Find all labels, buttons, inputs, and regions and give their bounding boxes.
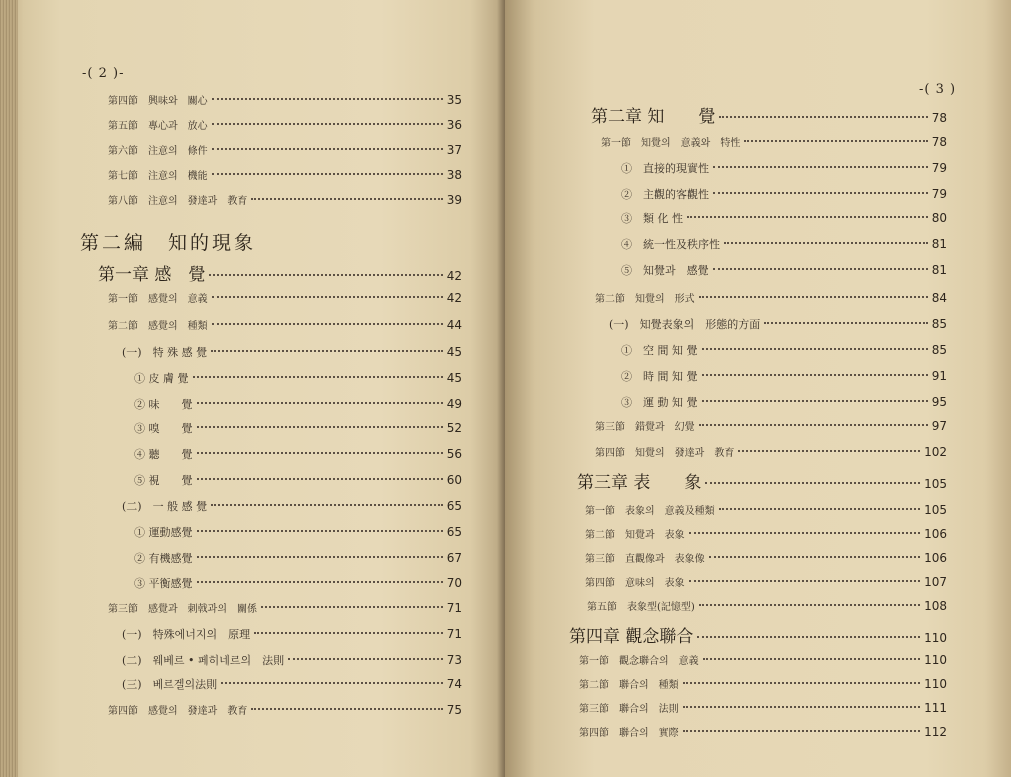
entry-page-number: 112 (924, 725, 947, 739)
entry-page-number: 105 (924, 503, 947, 517)
dot-leader (719, 116, 927, 118)
dot-leader (702, 374, 928, 376)
entry-page-number: 45 (446, 371, 462, 385)
dot-leader (683, 706, 920, 708)
entry-label: 第四節 意味의 表象 (585, 578, 685, 589)
entry-label: (一) 特 殊 感 覺 (122, 346, 208, 359)
entry-label: ② 味 覺 (134, 398, 193, 411)
entry-label: ③ 運 動 知 覺 (621, 396, 698, 409)
toc-entry (134, 550, 462, 566)
dot-leader (197, 530, 443, 532)
chapter-heading (591, 102, 947, 127)
dot-leader (197, 581, 443, 583)
entry-page-number: 102 (924, 445, 947, 459)
chapter-heading (577, 468, 947, 493)
dot-leader (212, 148, 443, 150)
entry-page-number: 35 (446, 93, 462, 107)
toc-entry (108, 167, 462, 182)
entry-page-number: 106 (924, 551, 947, 565)
entry-page-number: 79 (931, 187, 947, 201)
toc-entry (587, 598, 947, 613)
entry-page-number: 108 (924, 599, 947, 613)
entry-label: 第一節 感覺의 意義 (108, 294, 208, 305)
dot-leader (713, 268, 928, 270)
entry-page-number: 95 (931, 395, 947, 409)
toc-entry (134, 446, 462, 462)
dot-leader (288, 658, 443, 660)
entry-page-number: 65 (446, 525, 462, 539)
entry-label: 第一節 表象의 意義及種類 (585, 506, 715, 517)
dot-leader (719, 508, 920, 510)
entry-page-number: 80 (931, 211, 947, 225)
entry-label: 第二節 知覺과 表象 (585, 530, 685, 541)
entry-page-number: 107 (924, 575, 947, 589)
dot-leader (709, 556, 920, 558)
entry-label: 第四章 觀念聯合 (569, 627, 694, 647)
page-edges (0, 0, 18, 777)
dot-leader (212, 173, 443, 175)
entry-page-number: 65 (446, 499, 462, 513)
dot-leader (193, 376, 443, 378)
entry-page-number: 74 (446, 677, 462, 691)
entry-page-number: 70 (446, 576, 462, 590)
entry-label: 第一節 觀念聯合의 意義 (579, 656, 699, 667)
dot-leader (212, 323, 443, 325)
entry-page-number: 78 (931, 111, 947, 125)
entry-label: 第二章 知 覺 (591, 107, 716, 127)
dot-leader (738, 450, 920, 452)
toc-entry (108, 290, 462, 305)
entry-label: ② 主觀的客觀性 (621, 188, 709, 201)
entry-page-number: 91 (931, 369, 947, 383)
entry-page-number: 111 (924, 701, 947, 715)
entry-page-number: 38 (446, 168, 462, 182)
toc-entry (108, 600, 462, 615)
dot-leader (212, 98, 443, 100)
toc-entry (122, 652, 462, 668)
toc-entry (609, 316, 947, 332)
entry-label: 第五節 專心과 放心 (108, 121, 208, 132)
toc-entry (108, 702, 462, 717)
entry-label: (一) 知覺表象의 形態的方面 (609, 318, 761, 331)
entry-label: 第二節 感覺의 種類 (108, 321, 208, 332)
dot-leader (713, 192, 928, 194)
dot-leader (211, 504, 443, 506)
toc-entry (122, 676, 462, 692)
entry-label: 第六節 注意의 條件 (108, 146, 208, 157)
entry-page-number: 45 (446, 345, 462, 359)
dot-leader (197, 402, 443, 404)
toc-entry (108, 317, 462, 332)
entry-label: 第一節 知覺의 意義와 特性 (601, 138, 741, 149)
entry-label: 第三節 感覺과 刺戟과의 關係 (108, 604, 257, 615)
chapter-heading (98, 260, 462, 285)
dot-leader (705, 482, 920, 484)
entry-page-number: 44 (446, 318, 462, 332)
toc-entry (122, 498, 462, 514)
toc-entry (579, 700, 947, 715)
dot-leader (713, 166, 928, 168)
entry-label: 第四節 興味와 關心 (108, 96, 208, 107)
entry-label: ⑤ 知覺과 感覺 (621, 264, 709, 277)
entry-page-number: 75 (446, 703, 462, 717)
entry-label: 第二節 知覺의 形式 (595, 294, 695, 305)
dot-leader (699, 296, 928, 298)
toc-entry (108, 192, 462, 207)
toc-entry (122, 626, 462, 642)
entry-page-number: 97 (931, 419, 947, 433)
dot-leader (702, 400, 928, 402)
dot-leader (744, 140, 927, 142)
toc-entry (621, 186, 947, 202)
entry-page-number: 42 (446, 291, 462, 305)
toc-entry (585, 526, 947, 541)
toc-entry (134, 524, 462, 540)
entry-label: ① 空 間 知 覺 (621, 344, 698, 357)
dot-leader (209, 274, 442, 276)
dot-leader (251, 198, 442, 200)
entry-page-number: 78 (931, 135, 947, 149)
entry-page-number: 71 (446, 627, 462, 641)
entry-label: ④ 聽 覺 (134, 448, 193, 461)
toc-entry (134, 396, 462, 412)
entry-page-number: 56 (446, 447, 462, 461)
dot-leader (703, 658, 920, 660)
entry-label: (三) 베르겔의法則 (122, 678, 218, 691)
toc-entry (579, 676, 947, 691)
dot-leader (724, 242, 928, 244)
entry-label: ③ 嗅 覺 (134, 422, 193, 435)
dot-leader (261, 606, 443, 608)
dot-leader (689, 532, 920, 534)
entry-label: 第四節 知覺의 發達과 教育 (595, 448, 735, 459)
left-page (0, 0, 505, 777)
entry-label: ① 運動感覺 (134, 526, 193, 539)
toc-entry (134, 370, 462, 386)
page-number-left: -( 2 )- (82, 66, 125, 81)
dot-leader (197, 452, 443, 454)
entry-page-number: 67 (446, 551, 462, 565)
toc-entry (108, 92, 462, 107)
entry-label: ③ 類 化 性 (621, 212, 683, 225)
dot-leader (212, 123, 443, 125)
dot-leader (254, 632, 443, 634)
toc-entry (621, 394, 947, 410)
page-number-right: -( 3 ) (919, 82, 957, 97)
dot-leader (683, 682, 920, 684)
toc-entry (621, 342, 947, 358)
dot-leader (197, 556, 443, 558)
entry-label: (二) 웨베르 • 페히네르의 法則 (122, 654, 285, 667)
entry-page-number: 37 (446, 143, 462, 157)
entry-label: ⑤ 視 覺 (134, 474, 193, 487)
dot-leader (197, 426, 443, 428)
entry-page-number: 60 (446, 473, 462, 487)
dot-leader (702, 348, 928, 350)
entry-label: 第七節 注意의 機能 (108, 171, 208, 182)
toc-entry (621, 210, 947, 226)
toc-entry (122, 344, 462, 360)
entry-label: (二) 一 般 感 覺 (122, 500, 208, 513)
entry-label: 第四節 聯合의 實際 (579, 728, 679, 739)
dot-leader (764, 322, 928, 324)
entry-page-number: 52 (446, 421, 462, 435)
entry-label: 第三節 錯覺과 幻覺 (595, 422, 695, 433)
entry-page-number: 110 (924, 653, 947, 667)
toc-entry (585, 550, 947, 565)
entry-page-number: 110 (924, 677, 947, 691)
entry-label: ④ 統一性及秩序性 (621, 238, 720, 251)
entry-label: 第四節 感覺의 發達과 教育 (108, 706, 248, 717)
entry-page-number: 79 (931, 161, 947, 175)
dot-leader (683, 730, 920, 732)
toc-entry (579, 724, 947, 739)
toc-entry (134, 575, 462, 591)
entry-page-number: 71 (446, 601, 462, 615)
entry-label: 第三節 直觀像과 表象像 (585, 554, 705, 565)
dot-leader (697, 636, 920, 638)
dot-leader (699, 424, 928, 426)
toc-entry (108, 117, 462, 132)
dot-leader (699, 604, 920, 606)
entry-label: 第五節 表象型(記憶型) (587, 602, 695, 613)
toc-entry (108, 142, 462, 157)
entry-page-number: 110 (924, 631, 947, 645)
chapter-page: 42 (446, 269, 462, 283)
entry-page-number: 85 (931, 343, 947, 357)
toc-entry (621, 368, 947, 384)
part-title: 第二編 知的現象 (80, 232, 257, 254)
entry-label: ① 皮 膚 覺 (134, 372, 189, 385)
entry-label: 第三節 聯合의 法則 (579, 704, 679, 715)
entry-label: 第二節 聯合의 種類 (579, 680, 679, 691)
entry-page-number: 81 (931, 237, 947, 251)
entry-page-number: 49 (446, 397, 462, 411)
entry-page-number: 105 (924, 477, 947, 491)
entry-page-number: 39 (446, 193, 462, 207)
entry-page-number: 81 (931, 263, 947, 277)
entry-label: ② 時 間 知 覺 (621, 370, 698, 383)
toc-entry (585, 574, 947, 589)
entry-page-number: 85 (931, 317, 947, 331)
toc-entry (579, 652, 947, 667)
dot-leader (197, 478, 443, 480)
toc-entry (595, 444, 947, 459)
dot-leader (211, 350, 443, 352)
toc-entry (621, 160, 947, 176)
entry-page-number: 73 (446, 653, 462, 667)
toc-entry (585, 502, 947, 517)
entry-label: ① 直接的現實性 (621, 162, 709, 175)
chapter-heading (569, 622, 947, 647)
dot-leader (689, 580, 920, 582)
toc-entry (595, 418, 947, 433)
dot-leader (221, 682, 443, 684)
entry-page-number: 106 (924, 527, 947, 541)
dot-leader (687, 216, 928, 218)
toc-entry (134, 472, 462, 488)
dot-leader (251, 708, 442, 710)
right-page (505, 0, 1011, 777)
toc-entry (595, 290, 947, 305)
entry-label: ② 有機感覺 (134, 552, 193, 565)
toc-entry (601, 134, 947, 149)
toc-entry (134, 420, 462, 436)
entry-label: 第三章 表 象 (577, 473, 702, 493)
entry-label: ③ 平衡感覺 (134, 577, 193, 590)
entry-label: 第八節 注意의 發達과 教育 (108, 196, 248, 207)
entry-label: (一) 特殊에너지의 原理 (122, 628, 251, 641)
entry-page-number: 84 (931, 291, 947, 305)
chapter-label: 第一章 感 覺 (98, 265, 206, 285)
toc-entry (621, 262, 947, 278)
dot-leader (212, 296, 443, 298)
toc-entry (621, 236, 947, 252)
entry-page-number: 36 (446, 118, 462, 132)
